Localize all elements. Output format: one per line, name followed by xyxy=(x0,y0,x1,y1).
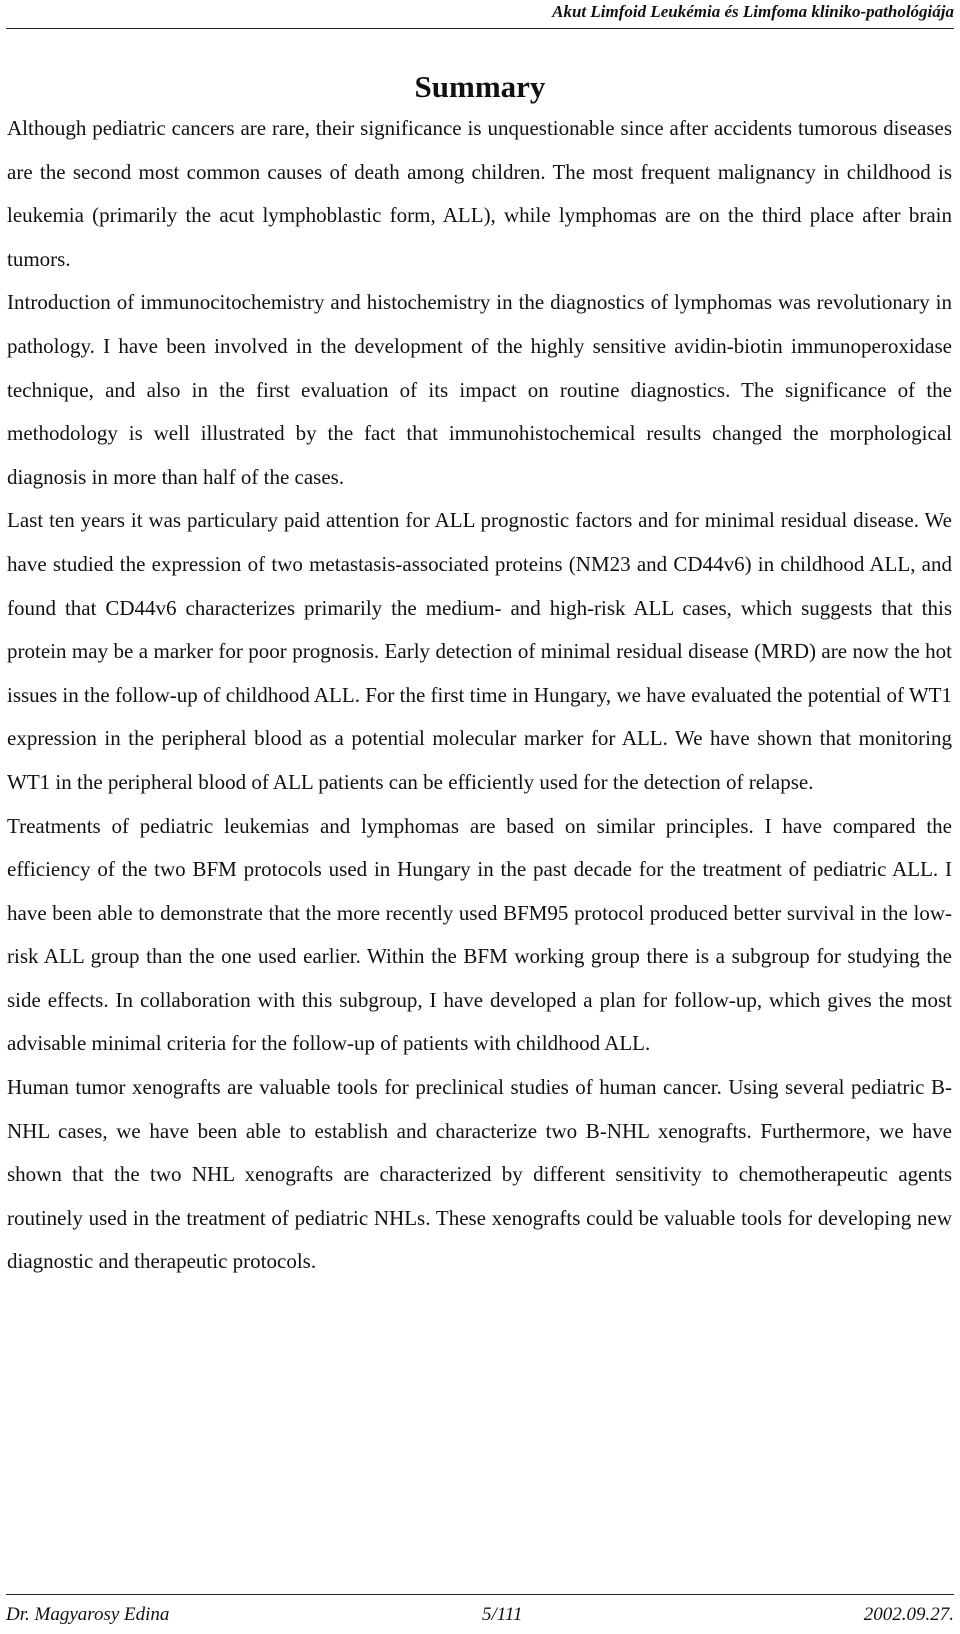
paragraph-xenografts: Human tumor xenografts are valuable tools for preclinical studies of human cancer. Using several pediatric B-NHL cases, we have been able to establish and characterize two B-NHL xenografts. Furthermore, we have shown that the two NHL xenografts are characterized by different sensitivity to chemotherapeutic agents routinely used in the treatment of pediatric NHLs. These xenografts could be valuable tools for developing new diagnostic and therapeutic protocols. xyxy=(7,1075,952,1274)
page-footer xyxy=(6,1604,954,1628)
page-title: Summary xyxy=(414,69,546,104)
header-rule xyxy=(6,28,954,29)
paragraph-prognostic-factors: Last ten years it was particulary paid attention for ALL prognostic factors and for minimal residual disease. We have studied the expression of two metastasis-associated proteins (NM23 and CD44v6) in childhood ALL, and found that CD44v6 characterizes primarily the medium- and high-risk ALL cases, which suggests that this protein may be a marker for poor prognosis. Early detection of minimal residual disease (MRD) are now the hot issues in the follow-up of childhood ALL. For the first time in Hungary, we have evaluated the potential of WT1 expression in the peripheral blood as a potential molecular marker for ALL. We have shown that monitoring WT1 in the peripheral blood of ALL patients can be efficiently used for the detection of relapse. xyxy=(7,508,952,794)
paragraph-immunochemistry: Introduction of immunocitochemistry and histochemistry in the diagnostics of lymphomas was revolutionary in pathology. I have been involved in the development of the highly sensitive avidin-biotin immunoperoxidase technique, and also in the first evaluation of its impact on routine diagnostics. The significance of the methodology is well illustrated by the fact that immunohistochemical results changed the morphological diagnosis in more than half of the cases. xyxy=(7,290,952,489)
running-header: Akut Limfoid Leukémia és Limfoma kliniko-pathológiája xyxy=(552,2,954,21)
footer-author: Dr. Magyarosy Edina xyxy=(6,1604,170,1625)
summary-body xyxy=(7,107,952,1284)
footer-date: 2002.09.27. xyxy=(863,1604,954,1625)
footer-page-number: 5/111 xyxy=(482,1604,523,1625)
paragraph-treatments: Treatments of pediatric leukemias and lymphomas are based on similar principles. I have compared the efficiency of the two BFM protocols used in Hungary in the past decade for the treatment of pediatric ALL. I have been able to demonstrate that the more recently used BFM95 protocol produced better survival in the low-risk ALL group than the one used earlier. Within the BFM working group there is a subgroup for studying the side effects. In collaboration with this subgroup, I have developed a plan for follow-up, which gives the most advisable minimal criteria for the follow-up of patients with childhood ALL. xyxy=(7,813,952,1056)
footer-rule xyxy=(6,1594,954,1595)
paragraph-intro: Although pediatric cancers are rare, their significance is unquestionable since after accidents tumorous diseases are the second most common causes of death among children. The most frequent malignancy in childhood is leukemia (primarily the acut lymphoblastic form, ALL), while lymphomas are on the third place after brain tumors. xyxy=(7,116,952,271)
